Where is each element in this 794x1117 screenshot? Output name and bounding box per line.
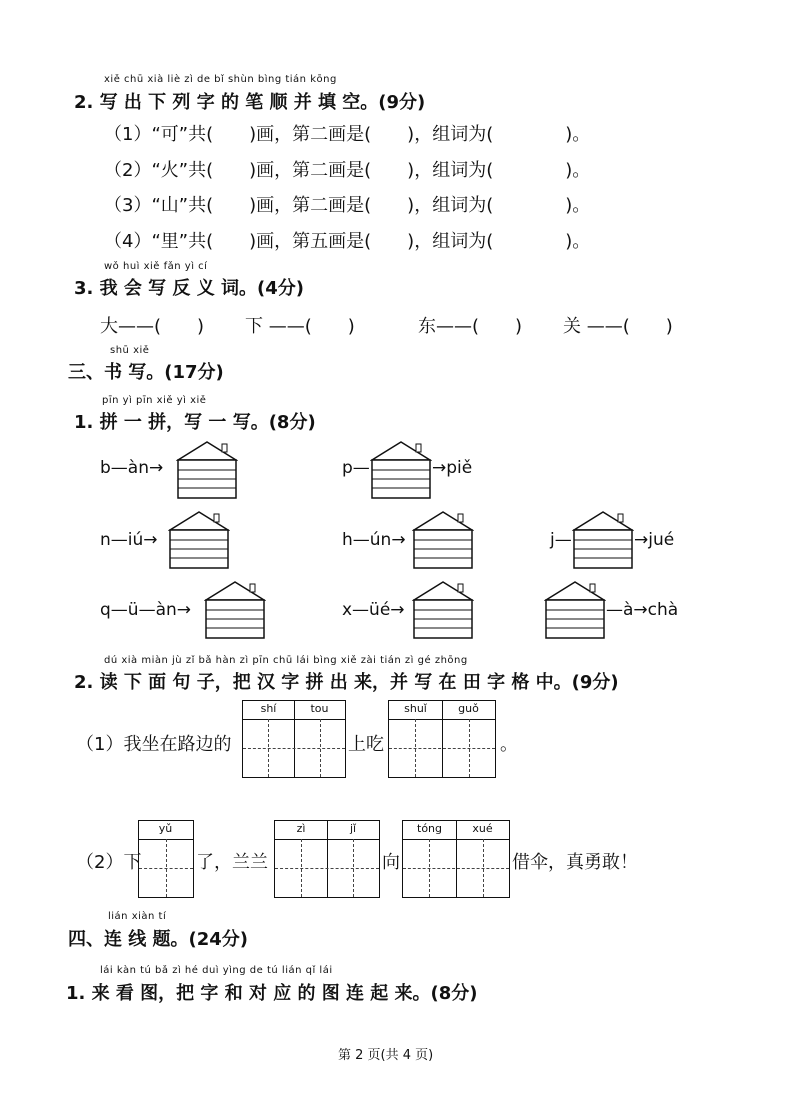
spelling-house <box>370 440 432 504</box>
pinyin-item-6-left: q—ü—àn→ <box>100 600 192 620</box>
grid-pinyin: yǔ <box>158 822 173 835</box>
grid-pinyin: xué <box>472 822 493 835</box>
q2-line-1: （1）“可”共( )画，第二画是( )，组词为( )。 <box>104 124 591 145</box>
s3q1-pinyin: pīn yì pīn xiě yì xiě <box>102 395 207 406</box>
grid-pinyin: shí <box>260 702 277 715</box>
pinyin-item-7-left: x—üé→ <box>342 600 405 620</box>
s3-pinyin: shū xiě <box>110 345 150 356</box>
sentence-1-prefix: （1）我坐在路边的 <box>76 734 232 755</box>
spelling-house <box>168 510 230 574</box>
tianzige-grid <box>274 820 380 898</box>
antonym-2: 下 ——( ) <box>245 316 355 337</box>
s4-title: 四、连 线 题。(24分) <box>68 929 249 950</box>
page-footer: 第 2 页(共 4 页) <box>338 1048 434 1063</box>
q2-pinyin: xiě chū xià liè zì de bǐ shùn bìng tián kōng <box>104 74 337 85</box>
q3-title: 3. 我 会 写 反 义 词。(4分) <box>74 278 304 299</box>
pinyin-item-5-right: →jué <box>634 530 675 550</box>
pinyin-item-3-left: n—iú→ <box>100 530 158 550</box>
spelling-house <box>412 580 474 644</box>
sentence-1-mid: 上吃 <box>348 734 384 755</box>
s3q2-pinyin: dú xià miàn jù zǐ bǎ hàn zì pīn chū lái bìng xiě zài tián zì gé zhōng <box>104 655 468 666</box>
s4-pinyin: lián xiàn tí <box>108 911 167 922</box>
tianzige-grid <box>402 820 510 898</box>
q2-line-3: （3）“山”共( )画，第二画是( )，组词为( )。 <box>104 195 591 216</box>
s3-title: 三、书 写。(17分) <box>68 362 224 383</box>
sentence-2-prefix: （2）下 <box>76 852 142 873</box>
spelling-house <box>572 510 634 574</box>
antonym-1: 大——( ) <box>100 316 205 337</box>
sentence-2-part3: 向 <box>382 852 400 873</box>
spelling-house <box>544 580 606 644</box>
q2-line-4: （4）“里”共( )画，第五画是( )，组词为( )。 <box>104 231 591 252</box>
spelling-house <box>176 440 238 504</box>
pinyin-item-2-right: →piě <box>432 458 473 478</box>
grid-pinyin: guǒ <box>458 702 479 715</box>
sentence-2-end: 借伞，真勇敢！ <box>512 852 638 873</box>
grid-pinyin: tou <box>310 702 329 715</box>
grid-pinyin: shuǐ <box>404 702 427 715</box>
pinyin-item-2-left: p— <box>342 458 370 478</box>
pinyin-item-4-left: h—ún→ <box>342 530 406 550</box>
q2-title: 2. 写 出 下 列 字 的 笔 顺 并 填 空。(9分) <box>74 92 426 113</box>
grid-pinyin: tóng <box>417 822 442 835</box>
antonym-3: 东——( ) <box>418 316 523 337</box>
spelling-house <box>204 580 266 644</box>
sentence-2-part2: 了，兰兰 <box>196 852 268 873</box>
pinyin-item-5-left: j— <box>550 530 572 550</box>
s3q1-title: 1. 拼 一 拼，写 一 写。(8分) <box>74 412 316 433</box>
tianzige-grid <box>242 700 346 778</box>
grid-pinyin: zì <box>296 822 306 835</box>
pinyin-item-1-left: b—àn→ <box>100 458 164 478</box>
s4q1-title: 1. 来 看 图，把 字 和 对 应 的 图 连 起 来。(8分) <box>66 983 478 1004</box>
q2-line-2: （2）“火”共( )画，第二画是( )，组词为( )。 <box>104 160 591 181</box>
s4q1-pinyin: lái kàn tú bǎ zì hé duì yìng de tú lián qǐ lái <box>100 965 333 976</box>
grid-pinyin: jǐ <box>349 822 357 835</box>
tianzige-grid <box>138 820 194 898</box>
pinyin-item-8-right: —à→chà <box>606 600 679 620</box>
sentence-1-end: 。 <box>500 734 518 755</box>
s3q2-title: 2. 读 下 面 句 子，把 汉 字 拼 出 来，并 写 在 田 字 格 中。(9分) <box>74 672 619 693</box>
q3-pinyin: wǒ huì xiě fǎn yì cí <box>104 261 208 272</box>
tianzige-grid <box>388 700 496 778</box>
spelling-house <box>412 510 474 574</box>
antonym-4: 关 ——( ) <box>563 316 673 337</box>
